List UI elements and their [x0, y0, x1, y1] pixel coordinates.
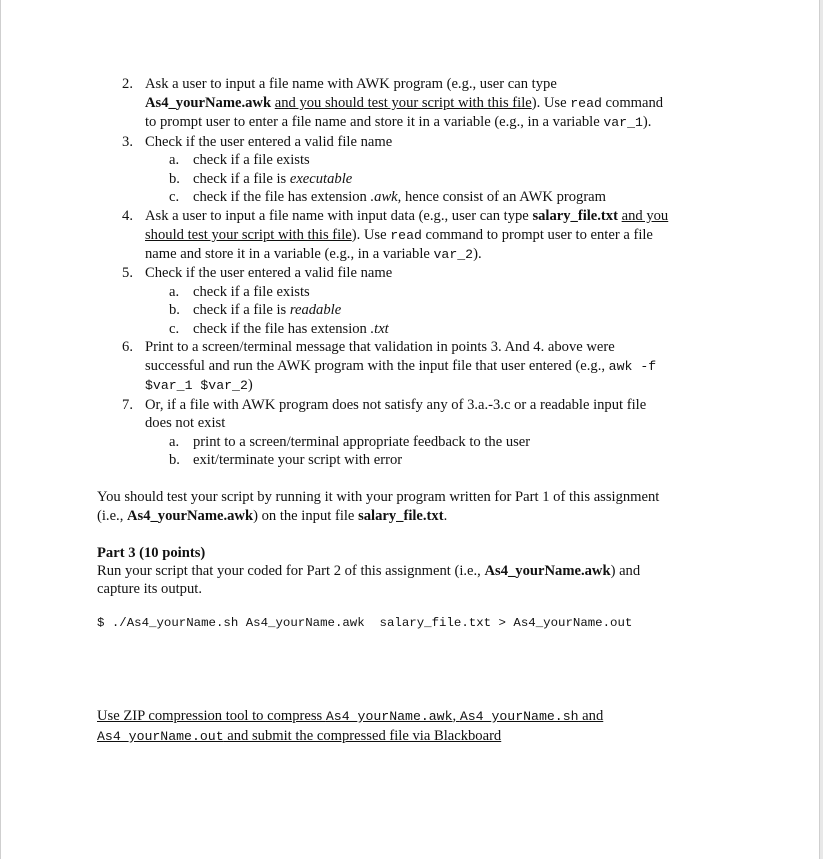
sublist-item: exit/terminate your script with error — [193, 452, 403, 468]
list-item-text: to prompt user to enter a file name and store it in a variable (e.g., in a variable var_1). — [145, 114, 652, 130]
list-item-text: name and store it in a variable (e.g., in a variable var_2). — [145, 246, 482, 262]
list-item-text: does not exist — [145, 415, 226, 431]
sublist-item: check if the file has extension .txt — [193, 321, 389, 337]
sublist-item: check if the file has extension .awk, hence consist of an AWK program — [193, 189, 607, 205]
scrollbar-track[interactable] — [819, 0, 823, 859]
sublist-letter: c. — [169, 321, 180, 337]
list-item-text: successful and run the AWK program with the input file that user entered (e.g., awk -f — [145, 358, 657, 374]
sublist-letter: a. — [169, 152, 180, 168]
sublist-letter: b. — [169, 452, 180, 468]
command-line: $ ./As4_yourName.sh As4_yourName.awk salary_file.txt > As4_yourName.out — [97, 616, 633, 630]
sublist-item: print to a screen/terminal appropriate feedback to the user — [193, 434, 531, 450]
list-item-text: Or, if a file with AWK program does not satisfy any of 3.a.-3.c or a readable input file — [145, 397, 647, 413]
list-item-text: Check if the user entered a valid file name — [145, 265, 393, 281]
sublist-item: check if a file exists — [193, 284, 310, 300]
list-item-text: should test your script with this file). Use read command to prompt user to enter a file — [145, 227, 653, 243]
list-number: 5. — [122, 265, 133, 281]
sublist-letter: b. — [169, 302, 180, 318]
sublist-item: check if a file is readable — [193, 302, 342, 318]
list-item-text: Print to a screen/terminal message that validation in points 3. And 4. above were — [145, 339, 615, 355]
list-item-text: $var_1 $var_2) — [145, 377, 253, 393]
list-number: 2. — [122, 76, 133, 92]
paragraph-line: (i.e., As4_yourName.awk) on the input file salary_file.txt. — [97, 508, 448, 524]
list-item-text: Check if the user entered a valid file name — [145, 134, 393, 150]
paragraph-line: As4_yourName.out and submit the compressed file via Blackboard — [97, 728, 502, 744]
paragraph-line: Run your script that your coded for Part 2 of this assignment (i.e., As4_yourName.awk) and — [97, 563, 641, 579]
sublist-letter: c. — [169, 189, 180, 205]
sublist-letter: a. — [169, 434, 180, 450]
sublist-letter: a. — [169, 284, 180, 300]
paragraph-line: You should test your script by running it with your program written for Part 1 of this assignment — [97, 489, 660, 505]
list-number: 3. — [122, 134, 133, 150]
list-item-text: Ask a user to input a file name with AWK program (e.g., user can type — [145, 76, 557, 92]
list-number: 6. — [122, 339, 133, 355]
page-edge — [0, 0, 1, 859]
sublist-item: check if a file is executable — [193, 171, 353, 187]
list-item-text: Ask a user to input a file name with input data (e.g., user can type salary_file.txt and you — [145, 208, 669, 224]
sublist-letter: b. — [169, 171, 180, 187]
list-item-text: As4_yourName.awk and you should test your script with this file). Use read command — [145, 95, 664, 111]
section-heading: Part 3 (10 points) — [97, 545, 206, 561]
list-number: 4. — [122, 208, 133, 224]
list-number: 7. — [122, 397, 133, 413]
sublist-item: check if a file exists — [193, 152, 310, 168]
paragraph-line: Use ZIP compression tool to compress As4_yourName.awk, As4_yourName.sh and — [97, 708, 604, 724]
paragraph-line: capture its output. — [97, 581, 202, 597]
